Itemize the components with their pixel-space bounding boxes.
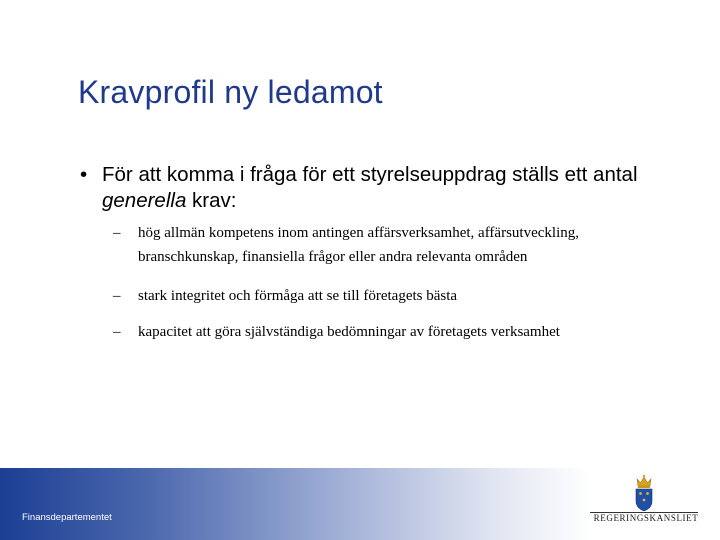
footer-department: Finansdepartementet [22, 512, 112, 523]
bullet-text-before: För att komma i fråga för ett styrelseuppdrag ställs ett antal [102, 163, 638, 186]
shield-icon [636, 489, 652, 511]
sub-bullet-marker: – [113, 225, 121, 241]
sub-bullet-marker: – [113, 324, 121, 340]
slide-title: Kravprofil ny ledamot [78, 74, 383, 110]
bullet-marker: • [80, 163, 88, 186]
sub-bullet-text: hög allmän kompetens inom antingen affärsverksamhet, affärsutveckling, branschkunskap, finansiella frågor eller andra relevanta områden [138, 225, 579, 265]
sub-bullet-marker: – [113, 288, 121, 304]
crown-icon [637, 475, 651, 488]
bullet-text-emphasis: generella [102, 189, 187, 212]
bullet-text-after: krav: [186, 189, 237, 212]
sub-bullet-text: stark integritet och förmåga att se till företagets bästa [138, 288, 458, 304]
sub-bullet-text: kapacitet att göra självständiga bedömningar av företagets verksamhet [138, 324, 560, 340]
logo-wordmark: REGERINGSKANSLIET [593, 513, 699, 523]
main-bullet-text [102, 162, 662, 214]
